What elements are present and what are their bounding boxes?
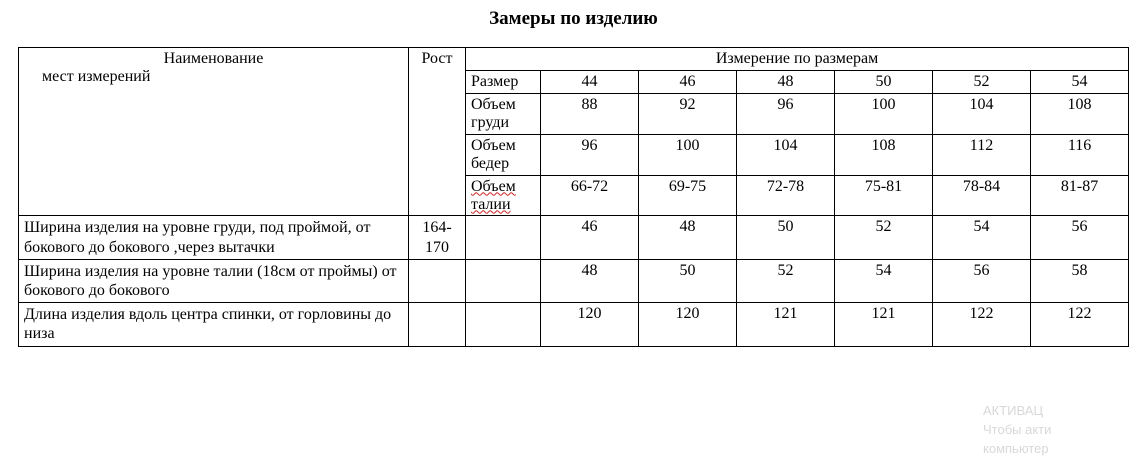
row-label-line1: Размер: [471, 73, 519, 90]
cell-empty: [466, 216, 541, 259]
cell-value: 92: [639, 94, 737, 135]
measurements-table: [18, 47, 1129, 347]
cell-value: 66-72: [541, 175, 639, 216]
measure-rost: [409, 216, 466, 259]
page-title: Замеры по изделию: [489, 8, 658, 29]
row-label-chest: [466, 94, 541, 135]
row-label-line1: Объем: [471, 136, 516, 154]
watermark-line1: АКТИВАЦ: [983, 403, 1044, 419]
measure-description: Длина изделия вдоль центра спинки, от горловины до низа: [19, 303, 409, 346]
cell-value: 122: [1031, 303, 1129, 346]
row-label-line1: Объем: [471, 96, 516, 113]
header-rost-cell: Рост: [409, 48, 466, 216]
header-name-line1: Наименование: [163, 50, 264, 67]
cell-value: 69-75: [639, 175, 737, 216]
row-label-size: [466, 71, 541, 94]
measure-rost-line2: 170: [425, 238, 449, 256]
row-label-line2: талии: [471, 195, 511, 213]
cell-value: 112: [933, 134, 1031, 175]
cell-value: 122: [933, 303, 1031, 346]
activation-watermark: [983, 402, 1143, 459]
cell-value: 81-87: [1031, 175, 1129, 216]
measure-description: Ширина изделия на уровне груди, под проймой, от бокового до бокового ,через вытачки: [19, 216, 409, 259]
cell-value: 100: [835, 94, 933, 135]
table-row: [19, 216, 1129, 259]
cell-value: 72-78: [737, 175, 835, 216]
cell-empty: [466, 303, 541, 346]
cell-value: 50: [835, 71, 933, 94]
cell-value: 56: [933, 259, 1031, 302]
cell-value: 96: [541, 134, 639, 175]
cell-value: 52: [933, 71, 1031, 94]
cell-value: 75-81: [835, 175, 933, 216]
row-label-line2: груди: [471, 113, 510, 131]
cell-value: 54: [1031, 71, 1129, 94]
cell-value: 48: [737, 71, 835, 94]
cell-value: 44: [541, 71, 639, 94]
cell-value: 46: [639, 71, 737, 94]
table-row: [19, 259, 1129, 302]
row-label-hips: [466, 134, 541, 175]
row-label-waist: [466, 175, 541, 216]
cell-value: 104: [933, 94, 1031, 135]
row-label-line1: Объем: [471, 177, 516, 195]
measure-rost: [409, 303, 466, 346]
measure-rost-line1: 164-: [422, 219, 452, 237]
cell-value: 121: [835, 303, 933, 346]
table-header-row: [19, 48, 1129, 71]
cell-value: 52: [737, 259, 835, 302]
cell-value: 108: [1031, 94, 1129, 135]
cell-value: 100: [639, 134, 737, 175]
cell-value: 96: [737, 94, 835, 135]
cell-value: 50: [737, 216, 835, 259]
cell-empty: [466, 259, 541, 302]
row-label-line2: бедер: [471, 154, 510, 172]
cell-value: 58: [1031, 259, 1129, 302]
watermark-line2: Чтобы акти: [983, 422, 1052, 438]
cell-value: 78-84: [933, 175, 1031, 216]
cell-value: 50: [639, 259, 737, 302]
cell-value: 121: [737, 303, 835, 346]
measure-rost: [409, 259, 466, 302]
cell-value: 48: [541, 259, 639, 302]
cell-value: 108: [835, 134, 933, 175]
header-name-line2: мест измерений: [42, 68, 151, 85]
header-name-cell: [19, 48, 409, 216]
cell-value: 52: [835, 216, 933, 259]
cell-value: 48: [639, 216, 737, 259]
table-row: [19, 303, 1129, 346]
measure-description: Ширина изделия на уровне талии (18см от проймы) от бокового до бокового: [19, 259, 409, 302]
cell-value: 88: [541, 94, 639, 135]
header-measure-by-sizes: Измерение по размерам: [466, 48, 1129, 71]
cell-value: 116: [1031, 134, 1129, 175]
cell-value: 54: [835, 259, 933, 302]
cell-value: 46: [541, 216, 639, 259]
watermark-line3: компьютер: [983, 441, 1049, 457]
cell-value: 120: [541, 303, 639, 346]
cell-value: 54: [933, 216, 1031, 259]
cell-value: 56: [1031, 216, 1129, 259]
cell-value: 104: [737, 134, 835, 175]
cell-value: 120: [639, 303, 737, 346]
